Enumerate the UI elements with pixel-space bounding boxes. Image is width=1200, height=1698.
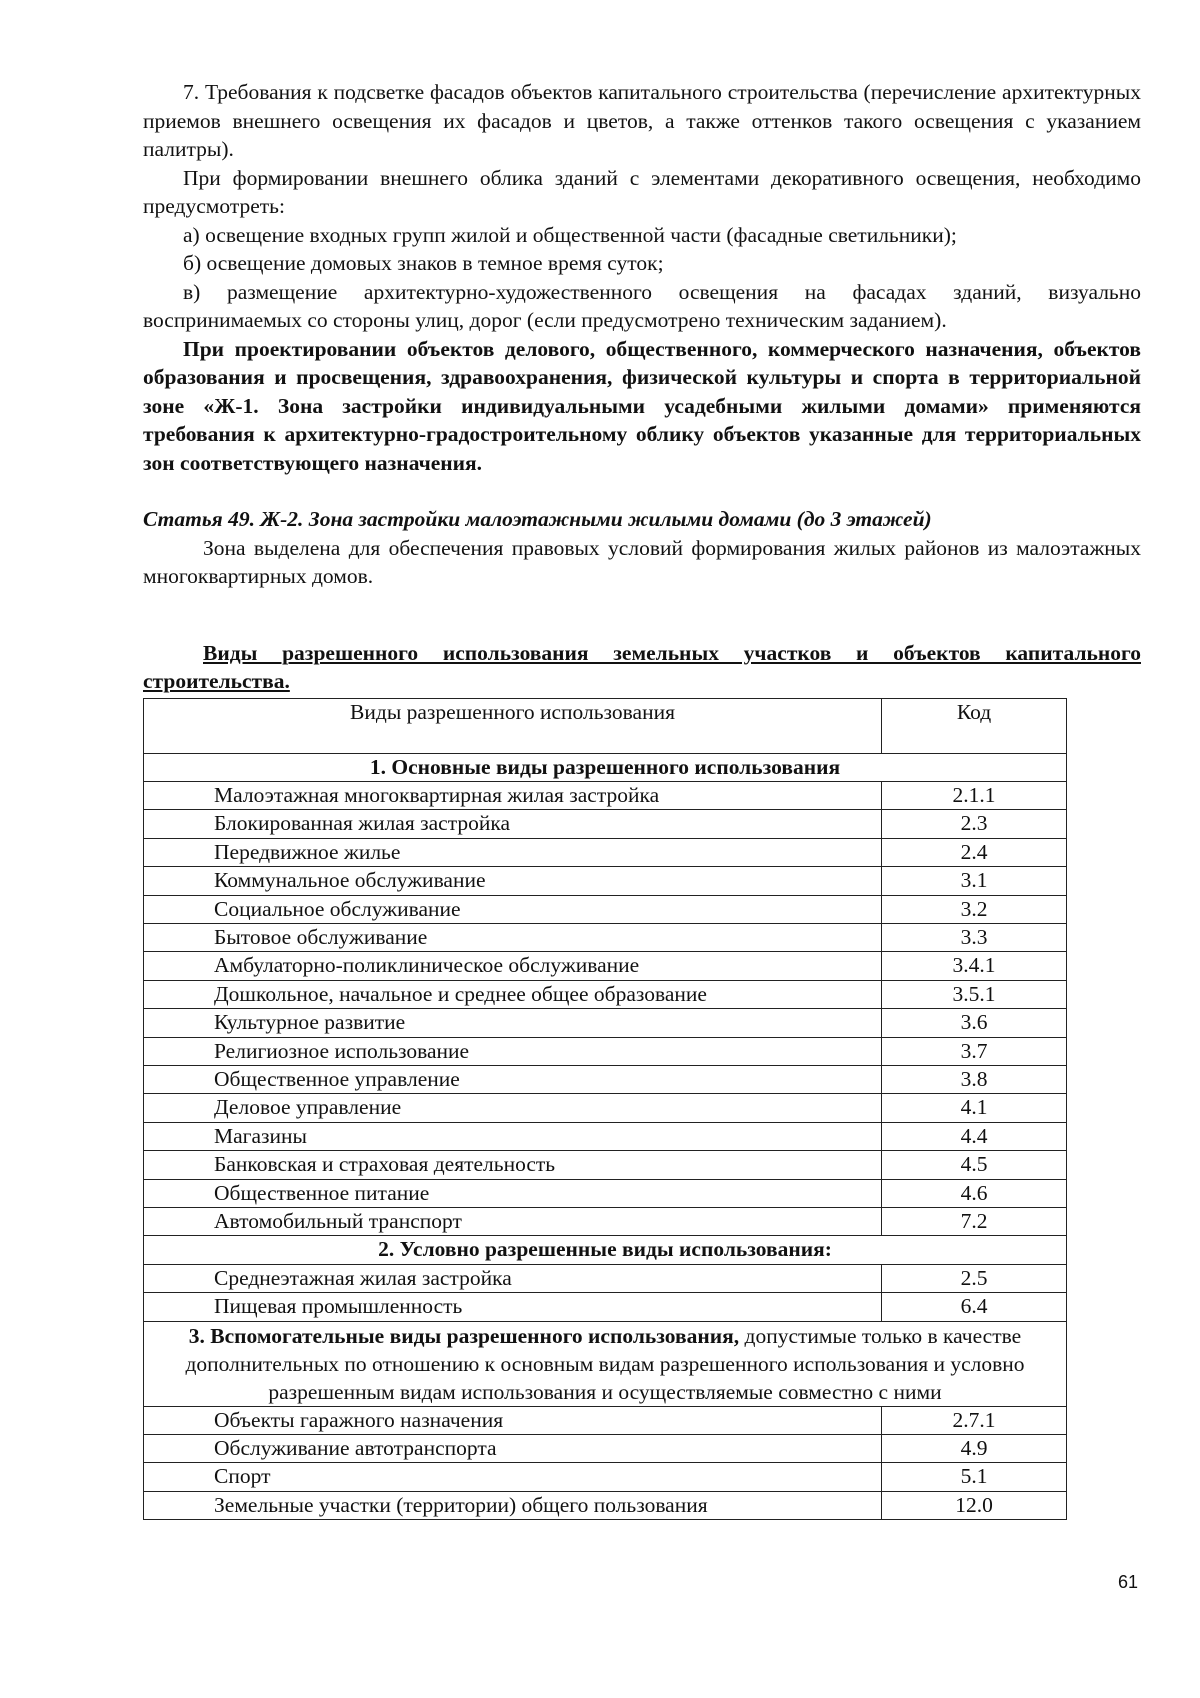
use-type-code: 4.6 — [882, 1179, 1067, 1207]
use-type-code: 5.1 — [882, 1463, 1067, 1491]
use-type-code: 3.4.1 — [882, 952, 1067, 980]
table-row — [144, 1435, 1067, 1463]
table-row — [144, 867, 1067, 895]
use-type-name: Амбулаторно-поликлиническое обслуживание — [144, 952, 882, 980]
list-item-c: в) размещение архитектурно-художественного освещения на фасадах зданий, визуально воспринимаемых со стороны улиц, дорог (если предусмотрено техническим заданием). — [143, 279, 1141, 332]
table-row — [144, 1151, 1067, 1179]
table-row — [144, 1065, 1067, 1093]
use-type-name: Пищевая промышленность — [144, 1293, 882, 1321]
use-type-name: Общественное питание — [144, 1179, 882, 1207]
use-type-code: 3.5.1 — [882, 980, 1067, 1008]
use-type-code: 4.4 — [882, 1122, 1067, 1150]
bold-note: При проектировании объектов делового, общественного, коммерческого назначения, объектов образования и просвещения, здравоохранения, физической культуры и спорта в территориальной зоне «Ж-1. Зона застройки индивидуальными усадебными жилыми домами» применяются требования к архитектурно-градостроительному облику объектов указанные для территориальных зон соответствующего назначения. — [143, 336, 1141, 475]
use-type-name: Религиозное использование — [144, 1037, 882, 1065]
table-row — [144, 1122, 1067, 1150]
use-type-name: Деловое управление — [144, 1094, 882, 1122]
table-row — [144, 1463, 1067, 1491]
use-type-name: Объекты гаражного назначения — [144, 1406, 882, 1434]
use-type-code: 7.2 — [882, 1208, 1067, 1236]
use-type-name: Блокированная жилая застройка — [144, 810, 882, 838]
use-type-code: 4.5 — [882, 1151, 1067, 1179]
table-row — [144, 923, 1067, 951]
section-1-title: 1. Основные виды разрешенного использования — [144, 753, 1067, 781]
table-row — [144, 1264, 1067, 1292]
use-type-name: Магазины — [144, 1122, 882, 1150]
use-type-name: Спорт — [144, 1463, 882, 1491]
use-type-code: 4.1 — [882, 1094, 1067, 1122]
table-row — [144, 1293, 1067, 1321]
paragraph-item-7: 7. Требования к подсветке фасадов объектов капитального строительства (перечисление архитектурных приемов внешнего освещения их фасадов и цветов, а также оттенков такого освещения с указанием палитры). — [143, 80, 1141, 161]
use-type-name: Культурное развитие — [144, 1009, 882, 1037]
use-type-code: 6.4 — [882, 1293, 1067, 1321]
article-intro: Зона выделена для обеспечения правовых условий формирования жилых районов из малоэтажных многоквартирных домов. — [143, 535, 1141, 588]
use-type-name: Передвижное жилье — [144, 838, 882, 866]
use-type-code: 2.3 — [882, 810, 1067, 838]
use-type-name: Коммунальное обслуживание — [144, 867, 882, 895]
use-type-code: 2.4 — [882, 838, 1067, 866]
use-type-name: Обслуживание автотранспорта — [144, 1435, 882, 1463]
table-row — [144, 952, 1067, 980]
table-row — [144, 895, 1067, 923]
paragraph-lighting-intro: При формировании внешнего облика зданий с элементами декоративного освещения, необходимо предусмотреть: — [143, 165, 1141, 218]
use-type-code: 3.6 — [882, 1009, 1067, 1037]
use-type-name: Среднеэтажная жилая застройка — [144, 1264, 882, 1292]
use-type-code: 2.1.1 — [882, 781, 1067, 809]
list-item-a: а) освещение входных групп жилой и общественной части (фасадные светильники); — [183, 222, 957, 247]
header-code: Код — [882, 698, 1067, 753]
table-row — [144, 1009, 1067, 1037]
use-type-name: Банковская и страховая деятельность — [144, 1151, 882, 1179]
table-row — [144, 1208, 1067, 1236]
use-type-code: 2.5 — [882, 1264, 1067, 1292]
permitted-use-table — [143, 698, 1067, 1521]
table-row — [144, 1179, 1067, 1207]
table-row — [144, 980, 1067, 1008]
use-type-name: Малоэтажная многоквартирная жилая застройка — [144, 781, 882, 809]
article-heading: Статья 49. Ж-2. Зона застройки малоэтажными жилыми домами (до 3 этажей) — [143, 507, 932, 531]
table-row — [144, 1094, 1067, 1122]
table-row — [144, 1406, 1067, 1434]
page-number: 61 — [1118, 1572, 1139, 1592]
table-row — [144, 1037, 1067, 1065]
table-row — [144, 1491, 1067, 1519]
table-row — [144, 838, 1067, 866]
use-type-name: Социальное обслуживание — [144, 895, 882, 923]
use-type-name: Бытовое обслуживание — [144, 923, 882, 951]
use-type-code: 3.2 — [882, 895, 1067, 923]
use-type-code: 3.3 — [882, 923, 1067, 951]
document-page — [143, 78, 1141, 1520]
section-2-title: 2. Условно разрешенные виды использования: — [144, 1236, 1067, 1264]
section-1-row — [144, 753, 1067, 781]
use-type-name: Автомобильный транспорт — [144, 1208, 882, 1236]
use-type-code: 3.7 — [882, 1037, 1067, 1065]
use-type-name: Земельные участки (территории) общего пользования — [144, 1491, 882, 1519]
section-2-row — [144, 1236, 1067, 1264]
use-type-name: Общественное управление — [144, 1065, 882, 1093]
use-type-name: Дошкольное, начальное и среднее общее образование — [144, 980, 882, 1008]
table-header-row — [144, 698, 1067, 753]
section-3-row — [144, 1321, 1067, 1406]
header-name: Виды разрешенного использования — [144, 698, 882, 753]
use-type-code: 3.8 — [882, 1065, 1067, 1093]
use-type-code: 2.7.1 — [882, 1406, 1067, 1434]
table-row — [144, 810, 1067, 838]
list-item-b: б) освещение домовых знаков в темное время суток; — [183, 251, 664, 275]
section-3-title: 3. Вспомогательные виды разрешенного использования, допустимые только в качестве дополнительных по отношению к основным видам разрешенного использования и условно разрешенным видам использования и осуществляемые совместно с ними — [144, 1321, 1067, 1406]
use-type-code: 4.9 — [882, 1435, 1067, 1463]
use-type-code: 3.1 — [882, 867, 1067, 895]
table-row — [144, 781, 1067, 809]
use-type-code: 12.0 — [882, 1491, 1067, 1519]
table-title: Виды разрешенного использования земельных участков и объектов капитального строительства. — [143, 640, 1141, 693]
